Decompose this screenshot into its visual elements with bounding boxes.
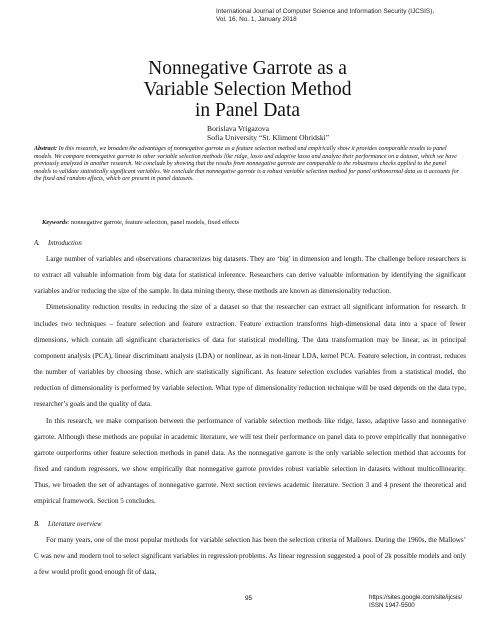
page-number: 95 bbox=[245, 595, 253, 602]
section-heading-literature bbox=[34, 521, 102, 528]
issn: ISSN 1947-5500 bbox=[369, 601, 415, 609]
section-number: A. bbox=[34, 240, 40, 247]
journal-volume: Vol. 16, No. 1, January 2018 bbox=[216, 16, 297, 24]
paragraph: In this research, we make comparison between the performance of variable selection methods like ridge, lasso, adaptive lasso and nonnegative garrote. Although these methods are popular in academic literature, we will test their performance on panel data to prove empirically that nonnegative garrote outperforms other feature selection methods in panel data. As the nonnegative garrote is the only variable selection method that accounts for fixed and random regressors, we show empirically that nonnegative garrote provides robust variable selection in datasets without multicollinearity. Thus, we broaden the set of advantages of nonnegative garrote. Next section reviews academic literature. Section 3 and 4 present the theoretical and empirical framework. Section 5 concludes. bbox=[34, 416, 466, 506]
journal-url: https://sites.google.com/site/ijcsis/ bbox=[369, 594, 463, 601]
title-line-2: Variable Selection Method bbox=[143, 79, 352, 100]
author-block bbox=[207, 124, 407, 142]
title-line-1: Nonnegative Garrote as a bbox=[148, 58, 347, 79]
paragraph: Large number of variables and observations characterizes big datasets. They are ‘big’ in dimension and length. The challenge before researchers is to extract all valuable information from big data for statistical inference. Researchers can derive valuable information by identifying the significant variables and/or reducing the size of the sample. In data mining theory, these methods are known as dimensionality reduction. bbox=[34, 255, 466, 296]
section-number: B. bbox=[34, 521, 40, 528]
keywords-text: : nonnegative garrote, feature selection, panel models, fixed effects bbox=[67, 219, 240, 226]
introduction-body bbox=[34, 251, 466, 510]
section-title: Introduction bbox=[48, 240, 82, 247]
journal-name: International Journal of Computer Science and Information Security (IJCSIS), bbox=[216, 8, 435, 15]
paragraph: For many years, one of the most popular methods for variable selection has been the selection criteria of Mallows. During the 1960s, the Mallows’ C was new and modern tool to select significant variables in regression problems. As linear regression suggested a pool of 2k possible models and only a few would profit good enough fit of data, bbox=[34, 536, 466, 577]
paper-title bbox=[40, 58, 455, 121]
journal-header bbox=[216, 8, 488, 25]
author-name: Borislava Vrigazova bbox=[207, 124, 270, 133]
section-title: Literature overview bbox=[48, 521, 102, 528]
title-line-3: in Panel Data bbox=[194, 100, 301, 121]
literature-body bbox=[34, 532, 466, 580]
abstract bbox=[34, 146, 464, 184]
keywords-label: Keywords bbox=[42, 219, 68, 226]
footer-info bbox=[369, 594, 489, 609]
keywords bbox=[42, 219, 462, 227]
abstract-label: Abstract: bbox=[34, 146, 58, 152]
abstract-text: In this research, we broaden the advantages of nonnegative garrote as a feature selection method and empirically show it provides comparable results to panel models. We compare nonnegative garrote to other variable selection methods like ridge, lasso and adaptive lasso and analyze their performance on a dataset, which we have previously analyzed in another research. We conclude by showing that the results from nonnegative garrote are comparable to the robustness checks applied to the panel models to validate statistically significant variables. We conclude that nonnegative garrote is a robust variable selection method for panel orthonormal data as it accounts for the fixed and random effects, which are present in panel datasets. bbox=[34, 146, 459, 183]
author-affiliation: Sofia University “St. Kliment Ohridski” bbox=[207, 133, 330, 142]
paragraph: Dimensionality reduction results in reducing the size of a dataset so that the researcher can extract all significant information for research. It includes two techniques – feature selection and feature extraction. Feature extraction transforms high-dimensional data into a space of fewer dimensions, which contain all significant characteristics of data for statistical modelling. The data transformation may be linear, as in principal component analysis (PCA), linear discriminant analysis (LDA) or nonlinear, as in non-linear LDA, kernel PCA. Feature selection, in contrast, reduces the number of variables by choosing those, which are statistically significant. As feature selection excludes variables from a statistical model, the reduction of dimensionality is performed by variable selection. What type of dimensionality reduction technique will be used depends on the data type, researcher’s goals and the quality of data. bbox=[34, 303, 466, 409]
section-heading-introduction bbox=[34, 240, 82, 247]
